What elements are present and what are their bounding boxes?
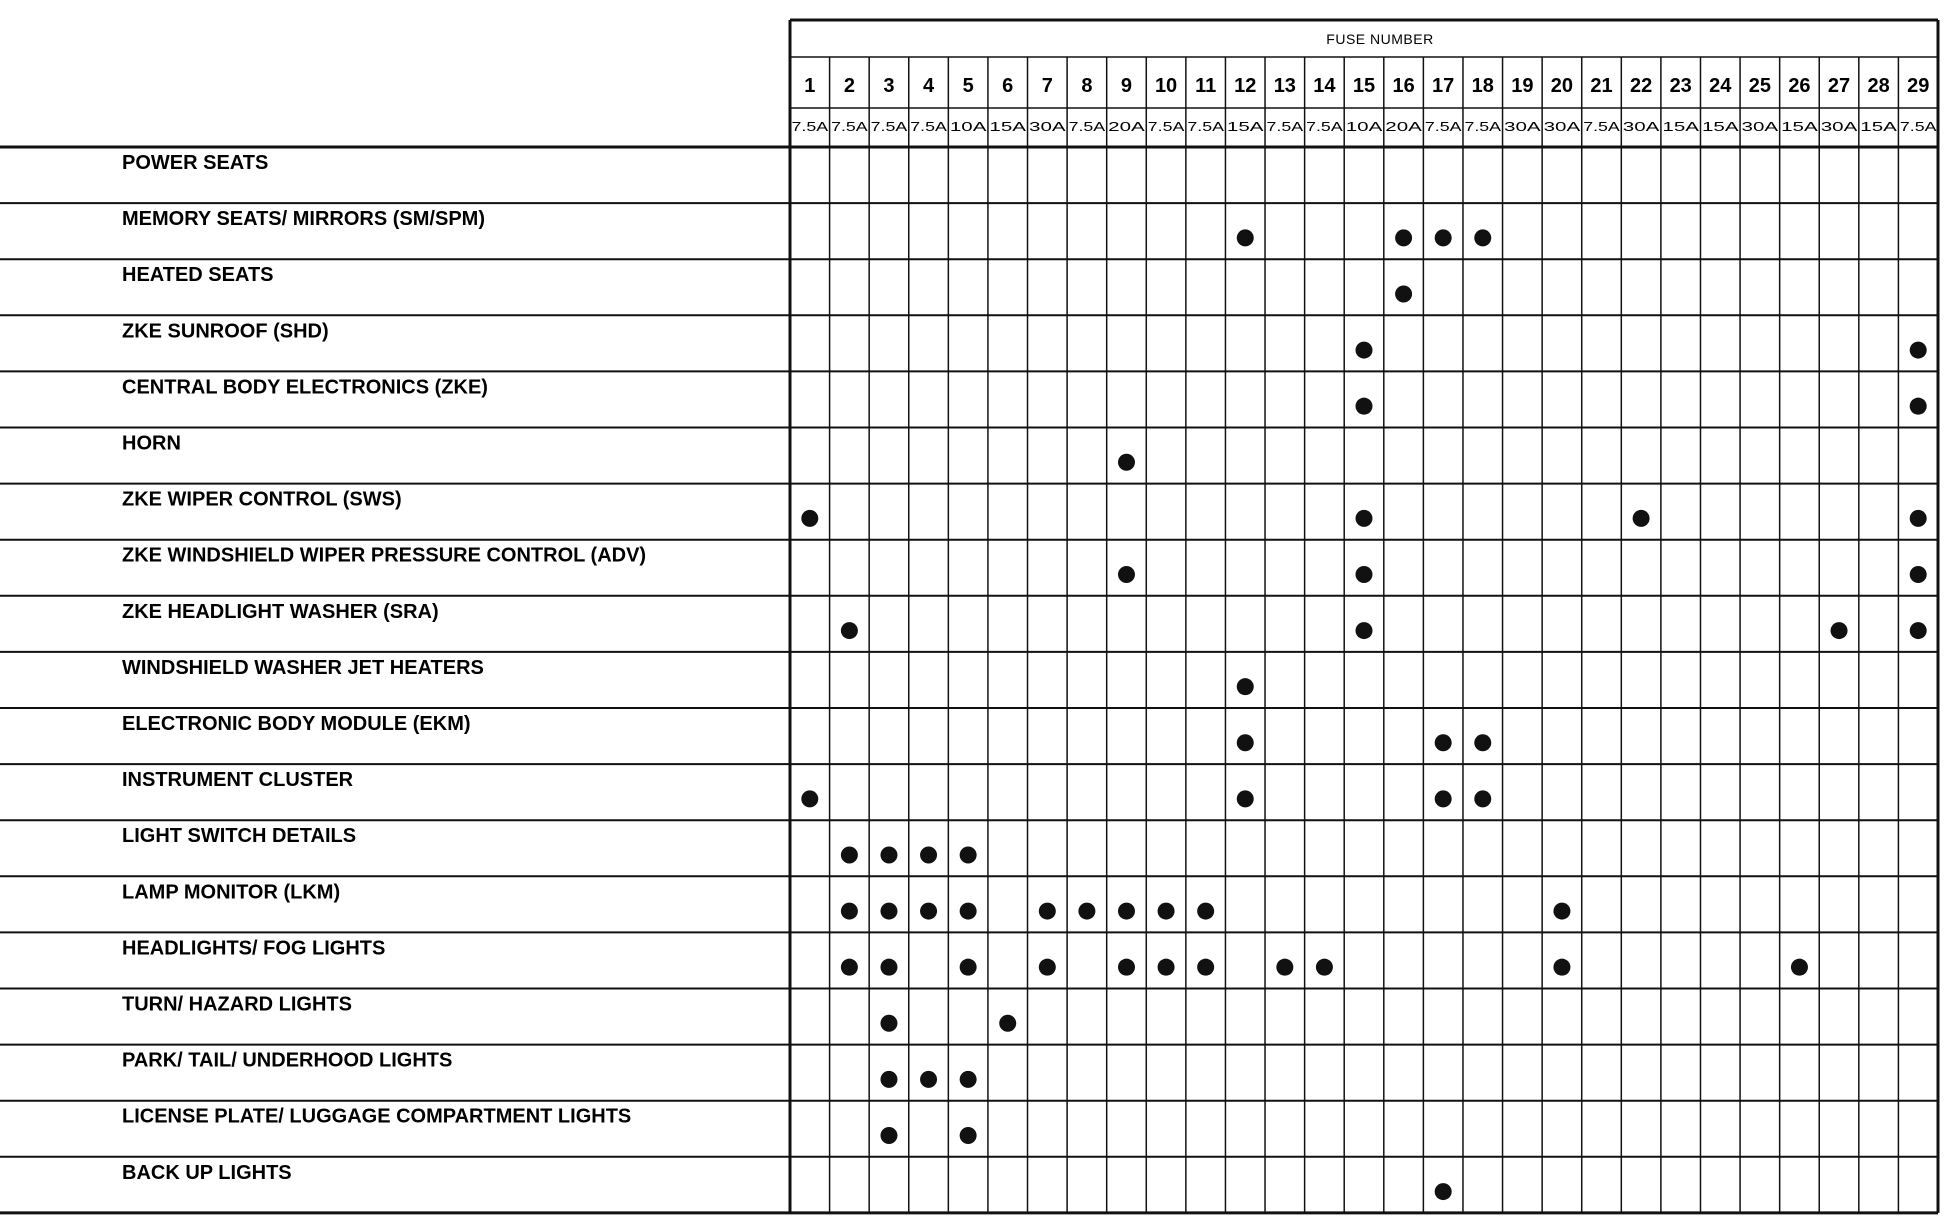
usage-dot xyxy=(841,846,858,863)
fuse-amperage-label: 20A xyxy=(1385,120,1423,134)
circuit-label: LICENSE PLATE/ LUGGAGE COMPARTMENT LIGHTS xyxy=(122,1105,632,1128)
usage-dot xyxy=(960,1127,977,1144)
usage-dot xyxy=(1356,342,1373,359)
fuse-amperage-label: 7.5A xyxy=(1147,120,1186,134)
usage-dot xyxy=(841,903,858,920)
circuit-label: WINDSHIELD WASHER JET HEATERS xyxy=(122,656,484,679)
usage-dot xyxy=(880,959,897,976)
fuse-amperage-label: 7.5A xyxy=(870,120,909,134)
fuse-amperage-label: 7.5A xyxy=(791,120,830,134)
circuit-label: PARK/ TAIL/ UNDERHOOD LIGHTS xyxy=(122,1049,453,1072)
circuit-label: HEATED SEATS xyxy=(122,264,274,287)
usage-dot xyxy=(1474,790,1491,807)
fuse-amperage-label: 15A xyxy=(1781,120,1819,134)
usage-dot xyxy=(1910,510,1927,527)
fuse-number-label: 3 xyxy=(883,75,895,97)
usage-dot xyxy=(1910,566,1927,583)
fuse-amperage-label: 15A xyxy=(1662,120,1701,134)
usage-dot xyxy=(920,846,937,863)
fuse-amperage-label: 7.5A xyxy=(831,120,869,134)
usage-dot xyxy=(1910,342,1927,359)
fuse-number-label: 7 xyxy=(1041,75,1053,97)
circuit-label: CENTRAL BODY ELECTRONICS (ZKE) xyxy=(122,376,488,399)
circuit-label: MEMORY SEATS/ MIRRORS (SM/SPM) xyxy=(122,208,485,231)
usage-dot xyxy=(880,1127,897,1144)
fuse-number-label: 13 xyxy=(1273,75,1296,97)
fuse-number-label: 19 xyxy=(1511,75,1534,97)
usage-dot xyxy=(960,846,977,863)
usage-dot xyxy=(880,1015,897,1032)
usage-dot xyxy=(1356,510,1373,527)
fuse-amperage-label: 7.5A xyxy=(910,120,948,134)
fuse-number-label: 25 xyxy=(1748,75,1771,97)
usage-dot xyxy=(960,959,977,976)
fuse-amperage-label: 10A xyxy=(949,120,988,134)
fuse-number-label: 9 xyxy=(1120,75,1133,97)
usage-dot xyxy=(1791,959,1808,976)
fuse-amperage-label: 15A xyxy=(1860,120,1898,134)
circuit-label: ZKE WINDSHIELD WIPER PRESSURE CONTROL (ADV) xyxy=(122,544,647,567)
circuit-label: POWER SEATS xyxy=(122,152,269,174)
circuit-label: ZKE HEADLIGHT WASHER (SRA) xyxy=(122,600,439,623)
usage-dot xyxy=(1553,903,1570,920)
usage-dot xyxy=(1356,566,1373,583)
fuse-amperage-label: 30A xyxy=(1543,120,1582,134)
circuit-label: HEADLIGHTS/ FOG LIGHTS xyxy=(122,937,386,960)
circuit-label: TURN/ HAZARD LIGHTS xyxy=(122,993,352,1016)
usage-dot xyxy=(1435,1183,1452,1200)
usage-dot xyxy=(801,790,818,807)
fuse-amperage-label: 10A xyxy=(1345,120,1384,134)
usage-dots xyxy=(801,229,1926,1200)
usage-dot xyxy=(1316,959,1333,976)
circuit-label: ZKE SUNROOF (SHD) xyxy=(122,320,329,343)
fuse-number-label: 24 xyxy=(1709,75,1732,97)
usage-dot xyxy=(1633,510,1650,527)
circuit-label: INSTRUMENT CLUSTER xyxy=(122,769,354,792)
fuse-amperage-label: 7.5A xyxy=(1306,120,1344,134)
fuse-number-label: 17 xyxy=(1432,75,1455,97)
circuit-label: LIGHT SWITCH DETAILS xyxy=(122,825,357,848)
usage-dot xyxy=(1118,454,1135,471)
fuse-number-label: 6 xyxy=(1002,75,1014,97)
usage-dot xyxy=(1197,903,1214,920)
usage-dot xyxy=(1237,678,1254,695)
usage-dot xyxy=(1831,622,1848,639)
fuse-amperage-label: 7.5A xyxy=(1583,120,1621,134)
fuse-number-label: 5 xyxy=(962,75,974,97)
circuit-label: ZKE WIPER CONTROL (SWS) xyxy=(122,488,402,511)
usage-dot xyxy=(1474,734,1491,751)
fuse-amperage-label: 30A xyxy=(1029,120,1067,134)
usage-dot xyxy=(880,1071,897,1088)
usage-dot xyxy=(1553,959,1570,976)
circuit-labels xyxy=(122,152,646,1184)
circuit-label: ELECTRONIC BODY MODULE (EKM) xyxy=(122,713,471,735)
usage-dot xyxy=(920,903,937,920)
fuse-number-title: FUSE NUMBER xyxy=(1326,31,1434,47)
fuse-number-label: 21 xyxy=(1590,75,1613,97)
usage-dot xyxy=(1276,959,1293,976)
usage-dot xyxy=(1395,285,1412,302)
usage-dot xyxy=(1910,622,1927,639)
fuse-number-label: 23 xyxy=(1669,75,1692,97)
usage-dot xyxy=(960,903,977,920)
usage-dot xyxy=(1118,566,1135,583)
usage-dot xyxy=(880,846,897,863)
fuse-number-label: 20 xyxy=(1550,75,1574,97)
usage-dot xyxy=(1395,229,1412,246)
usage-dot xyxy=(880,903,897,920)
usage-dot xyxy=(1356,622,1373,639)
fuse-amperage-label: 15A xyxy=(1226,120,1265,134)
fuse-amperage-label: 30A xyxy=(1741,120,1780,134)
usage-dot xyxy=(999,1015,1016,1032)
usage-dot xyxy=(960,1071,977,1088)
usage-dot xyxy=(841,959,858,976)
fuse-number-label: 27 xyxy=(1827,75,1851,97)
fuse-amperage-label: 30A xyxy=(1820,120,1859,134)
circuit-label: BACK UP LIGHTS xyxy=(122,1161,292,1184)
fuse-number-label: 8 xyxy=(1081,75,1093,97)
fuse-number-label: 2 xyxy=(843,75,855,97)
usage-dot xyxy=(1435,229,1452,246)
fuse-amperage-label: 7.5A xyxy=(1266,120,1305,134)
fuse-amperage-label: 7.5A xyxy=(1424,120,1463,134)
usage-dot xyxy=(1158,903,1175,920)
fuse-amperage-label: 7.5A xyxy=(1187,120,1225,134)
usage-dot xyxy=(1237,790,1254,807)
fuse-columns xyxy=(792,75,1938,134)
fuse-number-label: 11 xyxy=(1195,75,1217,97)
fuse-amperage-label: 30A xyxy=(1622,120,1661,134)
fuse-amperage-label: 30A xyxy=(1504,120,1542,134)
fuse-number-label: 14 xyxy=(1313,75,1336,97)
usage-dot xyxy=(1197,959,1214,976)
usage-dot xyxy=(1474,229,1491,246)
usage-dot xyxy=(1356,398,1373,415)
fuse-amperage-label: 7.5A xyxy=(1068,120,1107,134)
usage-dot xyxy=(841,622,858,639)
fuse-number-label: 15 xyxy=(1352,75,1376,97)
circuit-label: LAMP MONITOR (LKM) xyxy=(122,881,341,904)
fuse-number-label: 12 xyxy=(1234,75,1257,97)
usage-dot xyxy=(1039,959,1056,976)
usage-dot xyxy=(1118,903,1135,920)
fuse-number-label: 28 xyxy=(1867,75,1890,97)
fuse-amperage-label: 15A xyxy=(1701,120,1740,134)
circuit-label: HORN xyxy=(122,432,181,455)
usage-dot xyxy=(1435,790,1452,807)
table-header xyxy=(1326,31,1433,47)
fuse-number-label: 4 xyxy=(922,75,935,97)
usage-dot xyxy=(1237,734,1254,751)
usage-dot xyxy=(1039,903,1056,920)
usage-dot xyxy=(1435,734,1452,751)
usage-dot xyxy=(920,1071,937,1088)
usage-dot xyxy=(1158,959,1175,976)
fuse-number-label: 22 xyxy=(1629,75,1653,97)
fuse-amperage-label: 7.5A xyxy=(1899,120,1938,134)
usage-dot xyxy=(1118,959,1135,976)
usage-dot xyxy=(1237,229,1254,246)
usage-dot xyxy=(801,510,818,527)
fuse-number-label: 18 xyxy=(1471,75,1494,97)
fuse-amperage-label: 15A xyxy=(989,120,1028,134)
fuse-number-label: 29 xyxy=(1907,75,1930,97)
usage-dot xyxy=(1910,398,1927,415)
usage-dot xyxy=(1078,903,1095,920)
fuse-amperage-label: 20A xyxy=(1108,120,1146,134)
fuse-number-label: 10 xyxy=(1154,75,1178,97)
fuse-number-label: 16 xyxy=(1392,75,1415,97)
fuse-number-label: 26 xyxy=(1788,75,1811,97)
fuse-number-label: 1 xyxy=(804,75,816,97)
fuse-amperage-label: 7.5A xyxy=(1464,120,1502,134)
